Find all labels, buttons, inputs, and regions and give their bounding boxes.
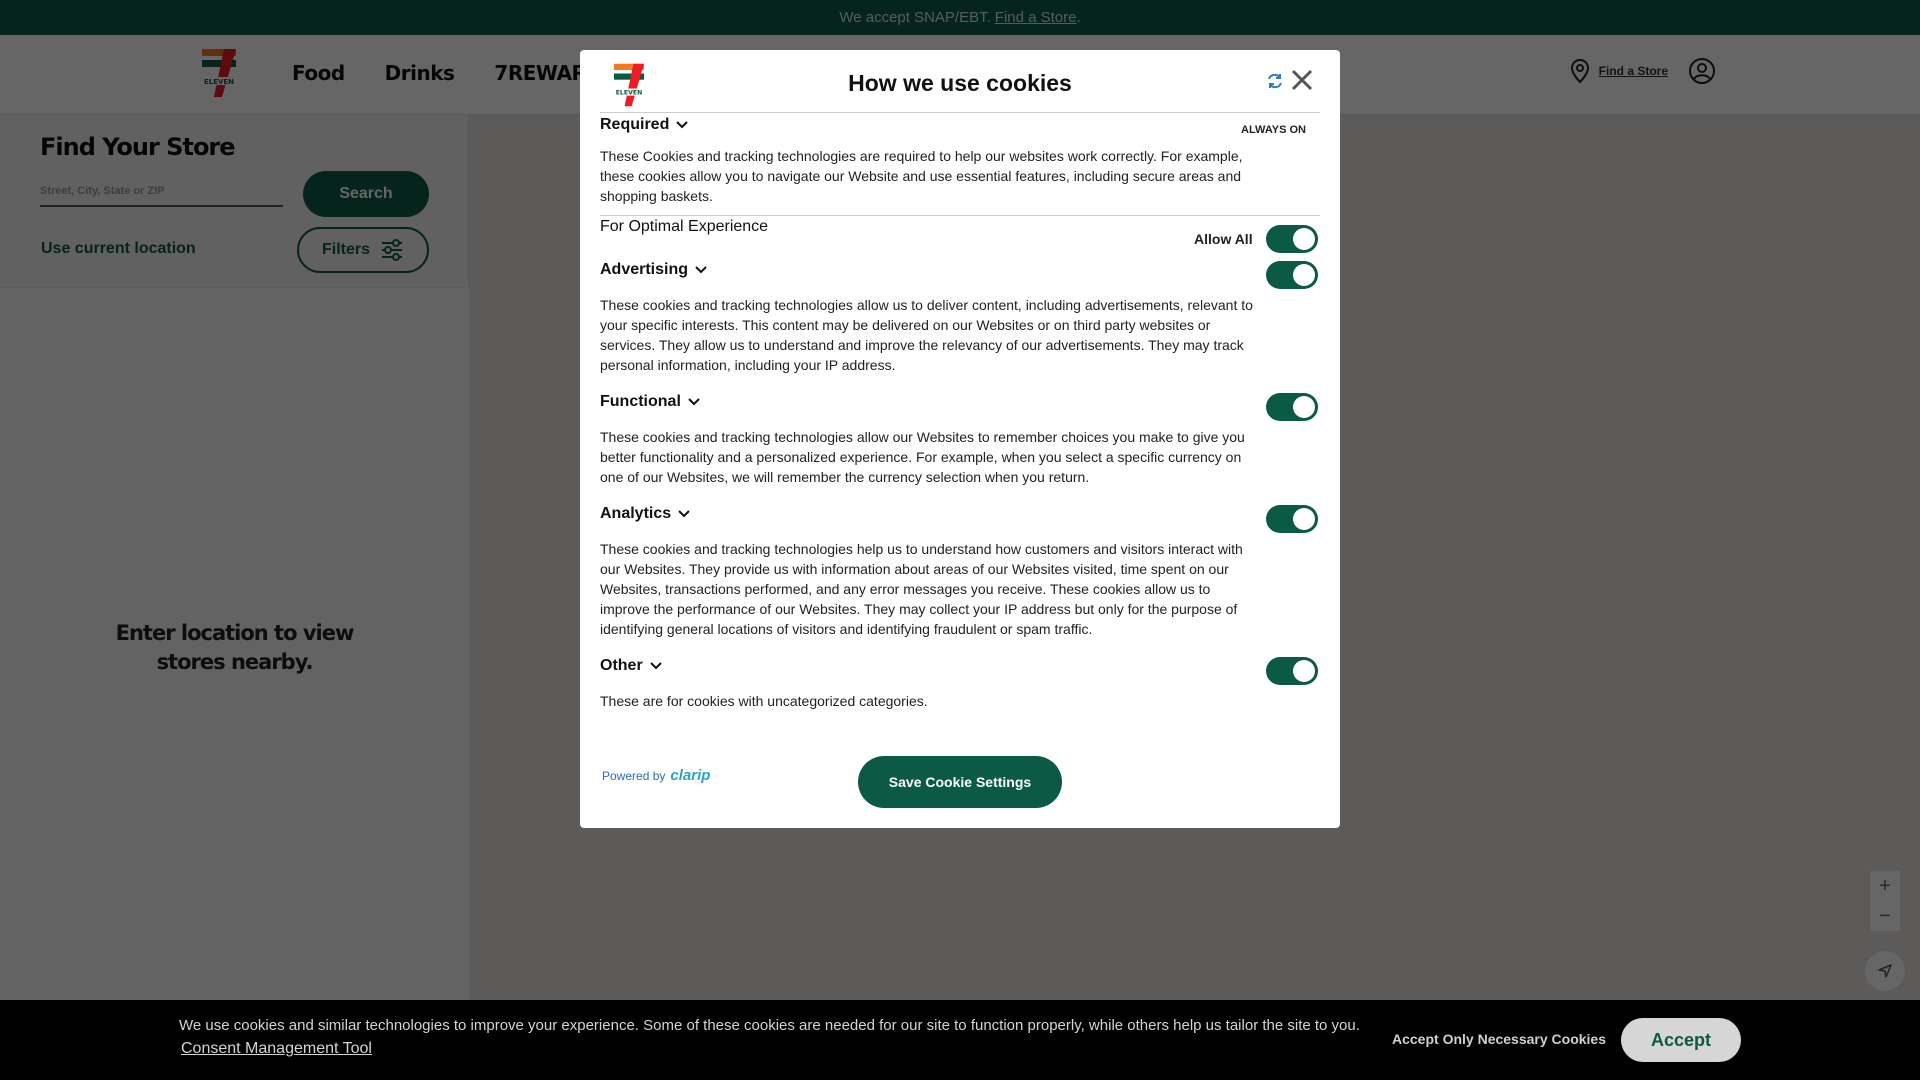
- category-analytics[interactable]: [600, 505, 690, 523]
- category-other-desc: These are for cookies with uncategorized categories.: [600, 693, 928, 709]
- chevron-down-icon: [650, 662, 662, 670]
- modal-header-divider: [600, 112, 1320, 113]
- other-toggle[interactable]: [1266, 657, 1318, 685]
- category-functional-label: Functional: [600, 393, 681, 410]
- clarip-logo: clarip: [670, 767, 711, 784]
- required-divider: [600, 215, 1320, 216]
- modal-title: How we use cookies: [848, 70, 1072, 96]
- chevron-down-icon: [695, 266, 707, 274]
- accept-necessary-button[interactable]: Accept Only Necessary Cookies: [1392, 1031, 1606, 1047]
- category-advertising[interactable]: [600, 261, 707, 279]
- close-icon[interactable]: [1290, 68, 1314, 92]
- refresh-icon[interactable]: [1266, 72, 1284, 90]
- category-functional[interactable]: [600, 393, 700, 411]
- powered-by-clarip[interactable]: [602, 767, 710, 784]
- cookie-bar-message: We use cookies and similar technologies to improve your experience. Some of these cookies are needed for our site to function properly, while others help us tailor the site to you.: [179, 1017, 1360, 1034]
- svg-text:ELEVEN: ELEVEN: [615, 89, 643, 97]
- category-required-desc: These Cookies and tracking technologies are required to help our websites work correctly. For example, these cookies allow you to navigate our Website and use essential features, including secure areas and shopping baskets.: [600, 148, 1243, 204]
- category-analytics-label: Analytics: [600, 505, 672, 522]
- consent-management-link[interactable]: Consent Management Tool: [181, 1040, 372, 1057]
- powered-by-label: Powered by: [602, 769, 666, 783]
- chevron-down-icon: [676, 121, 688, 129]
- functional-toggle[interactable]: [1266, 393, 1318, 421]
- optimal-experience-label: For Optimal Experience: [600, 218, 769, 235]
- accept-cookies-button[interactable]: Accept: [1621, 1018, 1741, 1062]
- analytics-toggle[interactable]: [1266, 505, 1318, 533]
- category-advertising-desc: These cookies and tracking technologies allow us to deliver content, including advertisements, relevant to your specific interests. This content may be delivered on our Websites or on third party websites or services. They allow us to understand and improve the relevancy of our advertisements. They may track personal information, including your IP address.: [600, 297, 1253, 373]
- required-status: ALWAYS ON: [1241, 124, 1306, 136]
- allow-all-toggle[interactable]: [1266, 225, 1318, 253]
- category-other[interactable]: [600, 657, 662, 675]
- category-functional-desc: These cookies and tracking technologies allow our Websites to remember choices you make to give you better functionality and a personalized experience. For example, when you select a specific currency on one of our Websites, we will remember the currency selection when you return.: [600, 429, 1245, 485]
- cookie-consent-bar: [0, 1000, 1920, 1080]
- category-advertising-label: Advertising: [600, 261, 689, 278]
- category-required-label: Required: [600, 116, 670, 133]
- category-required[interactable]: [600, 116, 688, 134]
- save-cookie-settings-button[interactable]: Save Cookie Settings: [858, 756, 1062, 808]
- category-other-label: Other: [600, 657, 643, 674]
- category-analytics-desc: These cookies and tracking technologies help us to understand how customers and visitors interact with our Websites. They provide us with information about areas of our Websites visited, time spent on our Websites, transactions performed, and any error messages you receive. These cookies allow us to improve the performance of our Websites. They may collect your IP address but only for the purpose of identifying general locations of visitors and identifying fraudulent or spam traffic.: [600, 541, 1243, 637]
- advertising-toggle[interactable]: [1266, 261, 1318, 289]
- chevron-down-icon: [688, 398, 700, 406]
- chevron-down-icon: [678, 510, 690, 518]
- allow-all-label: Allow All: [1194, 231, 1253, 247]
- cookie-settings-modal: [580, 50, 1340, 828]
